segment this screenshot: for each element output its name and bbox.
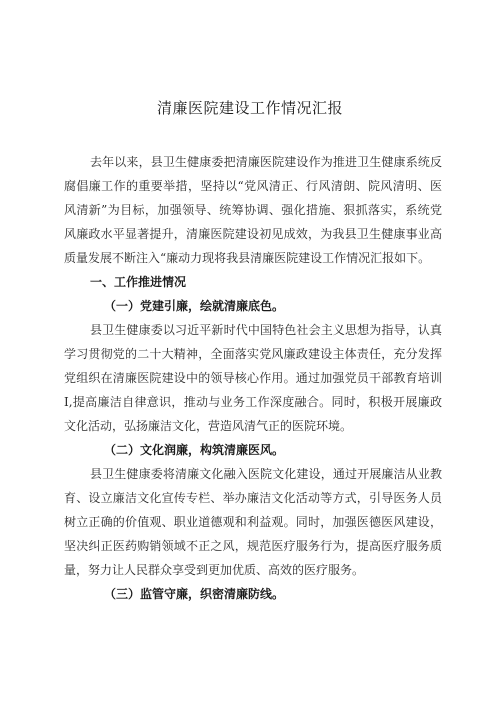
subsection-paragraph-culture: 县卫生健康委将清廉文化融入医院文化建设，通过开展廉洁从业教育、设立廉洁文化宣传专栏、举办廉洁文化活动等方式，引导医务人员树立正确的价值观、职业道德观和利益观。同时，加强医德医风建设，坚决纠正医药购销领域不正之风，规范医疗服务行为，提高医疗服务质量，努力让人民群众享受到更加优质、高效的医疗服务。 — [64, 467, 442, 577]
section-heading-work-progress: 一、工作推进情况 — [90, 275, 187, 289]
subsection-heading-culture: （二）文化润廉，构筑清廉医风。 — [104, 443, 285, 457]
subsection-heading-party-building: （一）党建引廉，绘就清廉底色。 — [104, 299, 285, 313]
document-title: 清廉医院建设工作情况汇报 — [156, 99, 343, 117]
intro-paragraph: 去年以来，县卫生健康委把清廉医院建设作为推进卫生健康系统反腐倡廉工作的重要举措，坚持以“党风清正、行风清朗、院风清明、医风清新”为目标，加强领导、统筹协调、强化措施、狠抓落实，系统党风廉政水平显著提升，清廉医院建设初见成效，为我县卫生健康事业高质量发展不断注入“廉动力现将我县清廉医院建设工作情况汇报如下。 — [64, 155, 442, 265]
document-body — [64, 150, 442, 606]
subsection-paragraph-party-building: 县卫生健康委以习近平新时代中国特色社会主义思想为指导，认真学习贯彻党的二十大精神，全面落实党风廉政建设主体责任，充分发挥党组织在清廉医院建设中的领导核心作用。通过加强党员干部教育培训I,提高廉洁自律意识，推动与业务工作深度融合。同时，积极开展廉政文化活动，弘扬廉洁文化，营造风清气正的医院环境。 — [64, 323, 442, 433]
subsection-heading-supervision: （三）监管守廉，织密清廉防线。 — [104, 587, 285, 601]
